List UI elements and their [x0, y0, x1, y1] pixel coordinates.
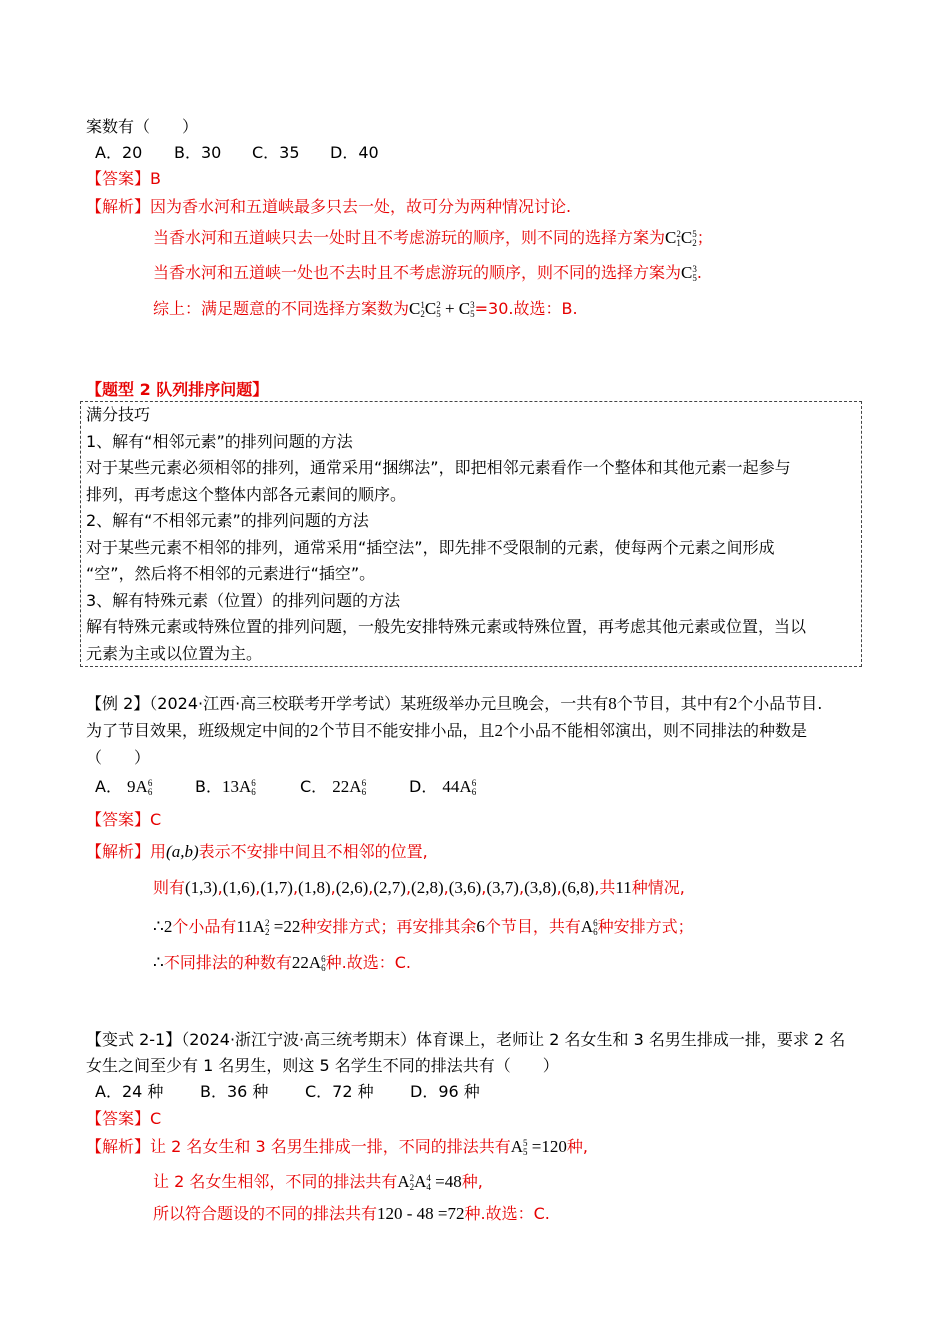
analysis-text: 则有 — [153, 878, 186, 897]
q1-option-d: D．40 — [330, 143, 379, 162]
option-letter: D． — [409, 777, 438, 796]
q1-option-a: A．20 — [95, 143, 143, 162]
num: 2 — [494, 721, 504, 740]
option-letter: A． — [95, 777, 122, 796]
analysis-text: 不同排法的种数有 — [163, 953, 292, 972]
therefore-symbol: ∴ — [153, 917, 164, 936]
analysis-text: 种情况, — [631, 878, 685, 897]
section-title: 【题型 2 队列排序问题】 — [86, 380, 269, 399]
analysis-text: 综上：满足题意的不同选择方案数为 — [153, 299, 410, 318]
pair: (1,7) — [260, 878, 293, 897]
var21-answer — [86, 1108, 161, 1130]
pair: (3,8) — [524, 878, 557, 897]
formula-c53: C3 5 — [681, 263, 697, 284]
ex2-answer — [86, 809, 161, 831]
formula-11a22: 11A2 2 =22 — [236, 917, 301, 938]
example-label: 【例 2】 — [86, 694, 150, 713]
formula-a55: A5 5 =120 — [510, 1137, 567, 1158]
stem-text: 为了节目效果，班级规定中间的 — [86, 721, 311, 740]
tip-line: 对于某些元素不相邻的排列，通常采用“插空法”，即先排不受限制的元素，使每两个元素之间形成 — [86, 538, 775, 557]
coef: 9 — [127, 777, 136, 796]
formula: 120 - 48 =72 — [377, 1204, 465, 1223]
formula-head: 11A — [236, 917, 265, 936]
tip-line: 2、解有“不相邻元素”的排列问题的方法 — [86, 511, 369, 530]
q1-analysis-line-4 — [153, 298, 578, 320]
analysis-text: 种安排方式； — [597, 917, 694, 936]
q1-option-b: B．30 — [174, 143, 222, 162]
analysis-text: 个小品有 — [172, 917, 237, 936]
num: 8 — [608, 694, 617, 713]
tips-heading: 满分技巧 — [86, 405, 151, 424]
answer-label: 【答案】 — [86, 1109, 151, 1128]
tip-line: 3、解有特殊元素（位置）的排列问题的方法 — [86, 591, 401, 610]
variant-label: 【变式 2-1】 — [86, 1030, 182, 1049]
analysis-text: 种, — [566, 1137, 588, 1156]
ex2-analysis-line-1 — [86, 841, 428, 863]
ex2-option-d — [409, 776, 476, 798]
tip-line: 排列，再考虑这个整体内部各元素间的顺序。 — [86, 485, 407, 504]
pair: (2,6) — [335, 878, 369, 897]
analysis-text: 种.故选：C. — [464, 1204, 550, 1223]
option-value: 9A6 6 — [127, 777, 153, 798]
formula-c21c52: C2 1C5 2 — [665, 228, 697, 249]
analysis-tail: ； — [696, 228, 713, 247]
answer-label: 【答案】 — [86, 169, 151, 188]
answer-label: 【答案】 — [86, 810, 151, 829]
stem-text: 个小品节目. — [737, 694, 823, 713]
analysis-text: 让 2 名女生和 3 名男生排成一排，不同的排法共有 — [150, 1137, 511, 1156]
q1-answer — [86, 168, 161, 190]
num: 2 — [728, 694, 738, 713]
analysis-tail: . — [696, 263, 702, 282]
option-letter: B． — [195, 777, 222, 796]
analysis-text: 当香水河和五道峡只去一处时且不考虑游玩的顺序，则不同的选择方案为 — [153, 228, 666, 247]
analysis-label: 【解析】 — [86, 1137, 151, 1156]
pair: (3,7) — [486, 878, 519, 897]
num: 6 — [476, 917, 485, 936]
answer-value: B — [150, 169, 161, 188]
formula-sum: C1 2C2 5 + C3 5 — [409, 299, 475, 320]
pair: (1,8) — [298, 878, 331, 897]
analysis-text: 当香水河和五道峡一处也不去时且不考虑游玩的顺序，则不同的选择方案为 — [153, 263, 682, 282]
ex2-stem-line-1 — [86, 693, 822, 715]
num: 2 — [310, 721, 319, 740]
num: 2 — [163, 917, 173, 936]
coef: 13 — [221, 777, 239, 796]
ex2-option-c — [300, 776, 366, 798]
answer-value: C — [150, 810, 162, 829]
var21-analysis-line-3 — [153, 1203, 550, 1225]
var21-analysis-line-2 — [153, 1171, 483, 1193]
analysis-tail: =30.故选：B. — [474, 299, 578, 318]
var21-option-a: A．24 种 — [95, 1082, 164, 1101]
analysis-text: 因为香水河和五道峡最多只去一处，故可分为两种情况讨论. — [150, 197, 572, 216]
tip-line: “空”，然后将不相邻的元素进行“插空”。 — [86, 564, 376, 583]
stem-text: 个节目不能安排小品，且 — [318, 721, 495, 740]
option-value: 13A6 6 — [221, 777, 256, 798]
stem-text: 个小品不能相邻演出，则不同排法的种数是 — [503, 721, 808, 740]
ex2-analysis-line-4 — [153, 952, 411, 974]
formula-tail: =48 — [435, 1172, 462, 1191]
stem-text: 某班级举办元旦晚会，一共有 — [400, 694, 609, 713]
stem-text: 个节目，其中有 — [616, 694, 729, 713]
analysis-text: 个节目，共有 — [484, 917, 581, 936]
tip-line: 对于某些元素必须相邻的排列，通常采用“捆绑法”，即把相邻元素看作一个整体和其他元素一起参与 — [86, 458, 791, 477]
tip-line: 元素为主或以位置为主。 — [86, 644, 263, 663]
analysis-text: 用 — [150, 842, 167, 861]
option-letter: C． — [300, 777, 328, 796]
var21-analysis-line-1 — [86, 1136, 588, 1158]
analysis-text: 共 — [599, 878, 616, 897]
pair: (2,7) — [373, 878, 406, 897]
formula-head: 22A — [291, 953, 322, 972]
example-source: （2024·江西·高三校联考开学考试） — [149, 694, 401, 713]
pair: (6,8) — [561, 878, 595, 897]
option-value: 22A6 6 — [332, 777, 367, 798]
analysis-label: 【解析】 — [86, 197, 151, 216]
formula-tail: =22 — [273, 917, 301, 936]
analysis-text: 种.故选：C. — [325, 953, 411, 972]
pair: (1,6) — [222, 878, 256, 897]
pair: (1,3) — [185, 878, 218, 897]
option-value: 44A6 6 — [442, 777, 477, 798]
num: 11 — [615, 878, 632, 897]
therefore-symbol: ∴ — [153, 953, 164, 972]
q1-analysis-line-1 — [86, 196, 571, 218]
q1-analysis-line-2 — [153, 227, 713, 249]
tip-line: 1、解有“相邻元素”的排列问题的方法 — [86, 432, 353, 451]
formula-22a66: 22A6 6 — [291, 953, 326, 974]
analysis-text: 让 2 名女生相邻，不同的排法共有 — [153, 1172, 398, 1191]
analysis-text: 种安排方式；再安排其余 — [300, 917, 477, 936]
formula-tail: =120 — [531, 1137, 567, 1156]
q1-analysis-line-3 — [153, 262, 702, 284]
analysis-text: 种, — [461, 1172, 483, 1191]
ex2-analysis-line-3 — [153, 916, 694, 938]
analysis-text: 所以符合题设的不同的排法共有 — [153, 1204, 378, 1223]
var21-stem-line-2: 女生之间至少有 1 名男生，则这 5 名学生不同的排法共有（ ） — [86, 1056, 559, 1075]
ex2-option-a — [95, 776, 152, 798]
analysis-text: 表示不安排中间且不相邻的位置, — [198, 842, 428, 861]
ex2-analysis-line-2: 则有(1,3),(1,6),(1,7),(1,8),(2,6),(2,7),(2,8),(3,6),(3,7),(3,8),(6,8),共11种情况, — [153, 878, 685, 897]
q1-option-c: C．35 — [252, 143, 300, 162]
ex2-option-b — [195, 776, 256, 798]
analysis-label: 【解析】 — [86, 842, 151, 861]
ex2-stem-line-3: （ ） — [86, 748, 151, 767]
coef: 22 — [332, 777, 350, 796]
ex2-stem-line-2 — [86, 720, 807, 742]
variant-source: （2024·浙江宁波·高三统考期末） — [181, 1030, 417, 1049]
formula-a22a44: A2 2A4 4 =48 — [397, 1172, 462, 1193]
pair: (2,8) — [411, 878, 444, 897]
coef: 44 — [442, 777, 460, 796]
stem-text: 体育课上，老师让 2 名女生和 3 名男生排成一排，要求 2 名 — [416, 1030, 846, 1049]
answer-value: C — [150, 1109, 162, 1128]
var21-option-b: B．36 种 — [200, 1082, 269, 1101]
tip-line: 解有特殊元素或特殊位置的排列问题，一般先安排特殊元素或特殊位置，再考虑其他元素或位置，当以 — [86, 617, 807, 636]
pair: (3,6) — [448, 878, 482, 897]
q1-stem-tail: 案数有（ ） — [86, 117, 199, 136]
pair-symbol: (a,b) — [166, 842, 199, 861]
var21-option-c: C．72 种 — [305, 1082, 374, 1101]
formula-a66: A6 6 — [580, 917, 598, 938]
var21-stem-line-1 — [86, 1029, 845, 1051]
var21-option-d: D．96 种 — [410, 1082, 480, 1101]
